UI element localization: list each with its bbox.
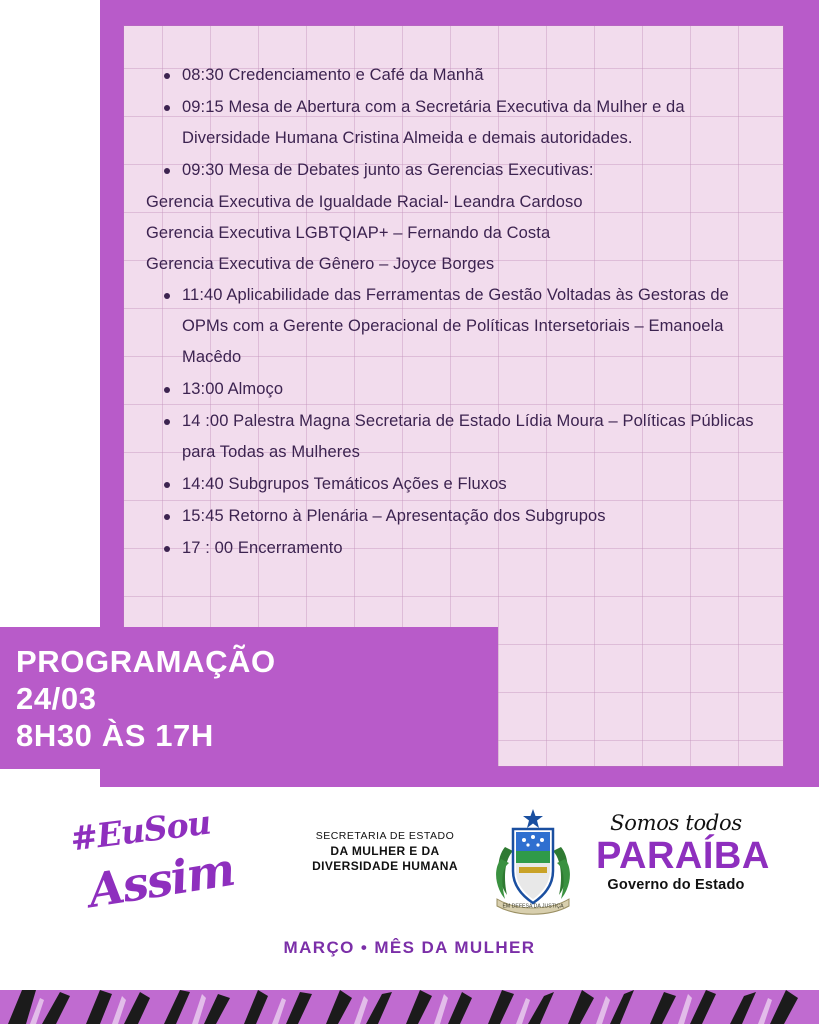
list-item: 09:30 Mesa de Debates junto as Gerencias Executivas: — [146, 155, 766, 186]
secretaria-line2: DA MULHER E DA — [330, 844, 440, 858]
secretaria-line3: DIVERSIDADE HUMANA — [312, 859, 458, 873]
list-item: 11:40 Aplicabilidade das Ferramentas de Gestão Voltadas às Gestoras de OPMs com a Gerente Operacional de Políticas Intersetoriais – Emanoela Macêdo — [146, 280, 766, 373]
schedule-content — [146, 60, 766, 565]
brasao-motto: EM DEFESA DA JUSTIÇA — [502, 903, 564, 910]
event-time: 8H30 ÀS 17H — [16, 718, 214, 753]
list-item: 13:00 Almoço — [146, 374, 766, 405]
list-item: 17 : 00 Encerramento — [146, 533, 766, 564]
list-item: Gerencia Executiva LGBTQIAP+ – Fernando da Costa — [146, 224, 551, 242]
paraiba-wordmark: PARAÍBA — [596, 835, 770, 877]
list-item: 14:40 Subgrupos Temáticos Ações e Fluxos — [146, 469, 766, 500]
list-item: 08:30 Credenciamento e Café da Manhã — [146, 60, 766, 91]
footer-band — [0, 787, 819, 990]
bottom-decorative-stripe — [0, 990, 819, 1024]
list-item: 15:45 Retorno à Plenária – Apresentação dos Subgrupos — [146, 501, 766, 532]
footer-tagline: MARÇO • MÊS DA MULHER — [283, 938, 536, 957]
paraiba-somos-line: Somos todos — [610, 811, 742, 835]
eusouassim-line1: #EuSou — [68, 802, 213, 859]
paraiba-governo-line: Governo do Estado — [607, 877, 745, 893]
list-item: Gerencia Executiva de Gênero – Joyce Borges — [146, 255, 495, 273]
eusouassim-line2: Assim — [84, 841, 238, 919]
secretaria-logo — [305, 829, 465, 874]
list-item: Gerencia Executiva de Igualdade Racial- Leandra Cardoso — [146, 193, 583, 211]
schedule-list — [146, 60, 766, 564]
title-box — [0, 627, 498, 769]
eusouassim-logo — [60, 802, 270, 924]
event-date: 24/03 — [16, 681, 97, 716]
paraiba-logo — [596, 811, 770, 893]
page-title: PROGRAMAÇÃO — [16, 644, 276, 679]
list-item: 09:15 Mesa de Abertura com a Secretária Executiva da Mulher e da Diversidade Humana Cristina Almeida e demais autoridades. — [146, 92, 766, 154]
secretaria-line1: SECRETARIA DE ESTADO — [315, 830, 455, 842]
brasao-paraiba-icon — [483, 807, 583, 917]
list-item: 14 :00 Palestra Magna Secretaria de Estado Lídia Moura – Políticas Públicas para Todas as Mulheres — [146, 406, 766, 468]
